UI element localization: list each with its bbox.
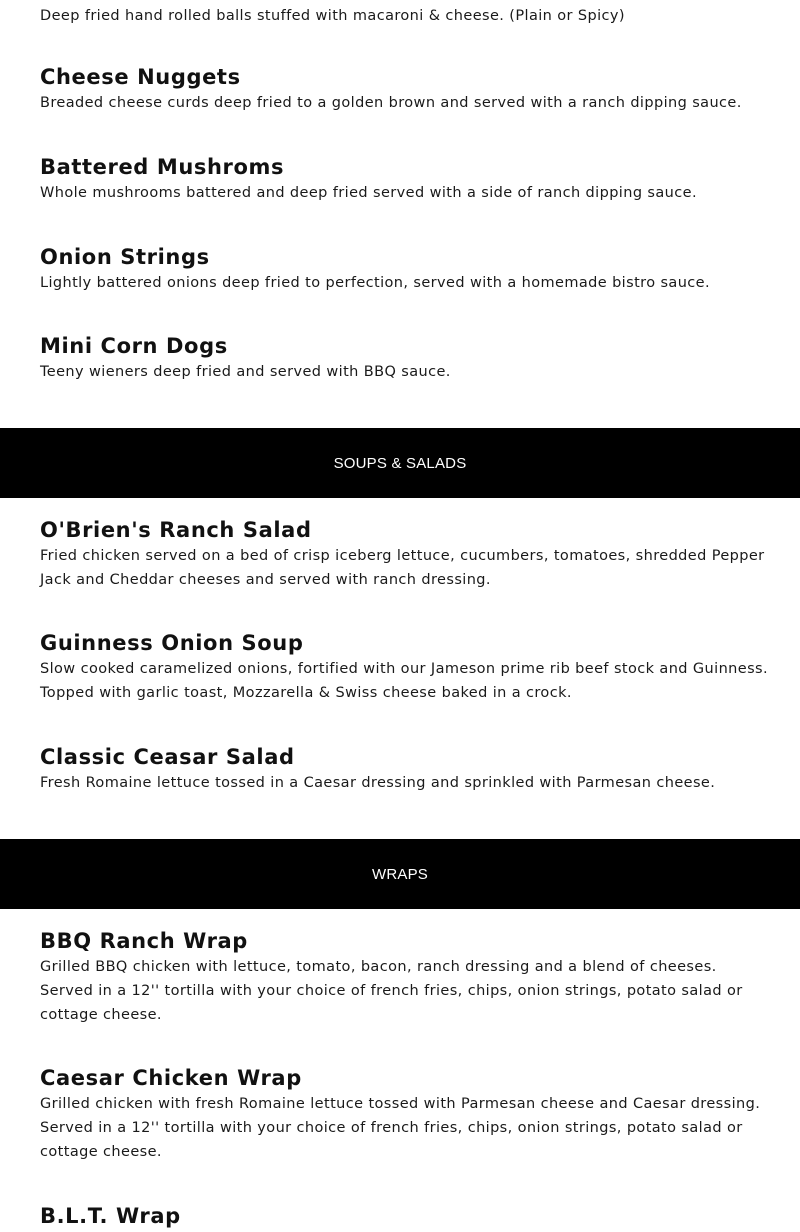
menu-item-bbq-ranch-wrap bbox=[40, 927, 768, 1027]
menu-item-title: O'Brien's Ranch Salad bbox=[40, 518, 312, 542]
menu-item-description: Fresh Romaine lettuce tossed in a Caesar dressing and sprinkled with Parmesan cheese. bbox=[40, 775, 716, 791]
menu-item-title: B.L.T. Wrap bbox=[40, 1204, 181, 1228]
menu-item-description: Lightly battered onions deep fried to perfection, served with a homemade bistro sauce. bbox=[40, 275, 711, 291]
menu-item-classic-caesar-salad bbox=[40, 743, 768, 795]
menu-item-description: Fried chicken served on a bed of crisp iceberg lettuce, cucumbers, tomatoes, shredded Pepper Jack and Cheddar cheeses and served with ranch dressing. bbox=[40, 548, 765, 588]
menu-item-description: Whole mushrooms battered and deep fried served with a side of ranch dipping sauce. bbox=[40, 185, 697, 201]
menu-item-blt-wrap bbox=[40, 1202, 768, 1230]
section-heading: SOUPS & SALADS bbox=[333, 454, 467, 472]
menu-item-description: Deep fried hand rolled balls stuffed with macaroni & cheese. (Plain or Spicy) bbox=[40, 8, 625, 24]
menu-item-description: Teeny wieners deep fried and served with BBQ sauce. bbox=[40, 364, 451, 380]
section-header-soups-salads bbox=[0, 428, 800, 498]
menu-item-title: Classic Ceasar Salad bbox=[40, 745, 295, 769]
menu-item-title: BBQ Ranch Wrap bbox=[40, 929, 248, 953]
menu-item-caesar-chicken-wrap bbox=[40, 1064, 768, 1164]
menu-item-title: Onion Strings bbox=[40, 245, 210, 269]
menu-item-mac-cheese-balls bbox=[40, 4, 768, 28]
menu-item-title: Mini Corn Dogs bbox=[40, 334, 228, 358]
menu-item-cheese-nuggets bbox=[40, 63, 768, 115]
menu-item-guinness-onion-soup bbox=[40, 629, 768, 705]
menu-item-description: Breaded cheese curds deep fried to a golden brown and served with a ranch dipping sauce. bbox=[40, 95, 742, 111]
menu-item-obriens-ranch-salad bbox=[40, 516, 768, 592]
menu-item-title: Cheese Nuggets bbox=[40, 65, 241, 89]
menu-item-title: Caesar Chicken Wrap bbox=[40, 1066, 302, 1090]
menu-item-battered-mushrooms bbox=[40, 153, 768, 205]
menu-item-description: Grilled chicken with fresh Romaine lettuce tossed with Parmesan cheese and Caesar dressing. Served in a 12'' tortilla with your choice of french fries, chips, onion strings, potato salad or cottage cheese. bbox=[40, 1096, 761, 1160]
menu-item-description: Grilled BBQ chicken with lettuce, tomato, bacon, ranch dressing and a blend of cheeses. Served in a 12'' tortilla with your choice of french fries, chips, onion strings, potato salad or cottage cheese. bbox=[40, 959, 743, 1023]
section-heading: WRAPS bbox=[371, 865, 428, 883]
menu-item-description: Slow cooked caramelized onions, fortified with our Jameson prime rib beef stock and Guinness. Topped with garlic toast, Mozzarella & Swiss cheese baked in a crock. bbox=[40, 661, 768, 701]
menu-item-mini-corn-dogs bbox=[40, 332, 768, 384]
menu-item-title: Battered Mushroms bbox=[40, 155, 285, 179]
menu-item-onion-strings bbox=[40, 243, 768, 295]
menu-item-title: Guinness Onion Soup bbox=[40, 631, 304, 655]
section-header-wraps bbox=[0, 839, 800, 909]
